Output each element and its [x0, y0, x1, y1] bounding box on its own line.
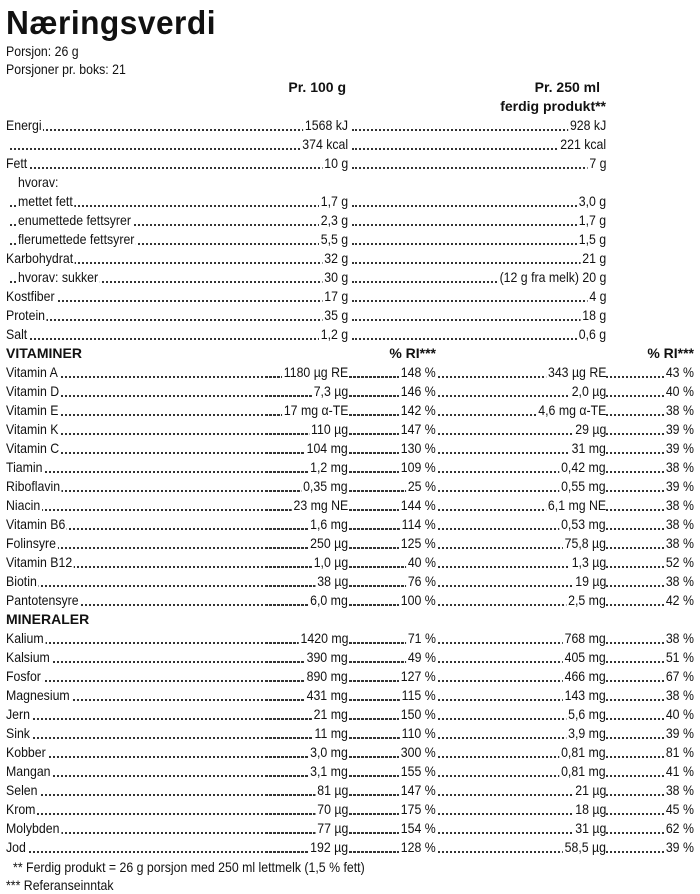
value-per-100g: 1,2 g [320, 326, 348, 342]
value-per-250ml: 29 µg [574, 421, 606, 437]
ri-per-100g: 76 % [407, 573, 436, 589]
value-per-250ml: 21 µg [574, 782, 606, 798]
nutrient-row [6, 287, 694, 306]
nutrient-name: Vitamin E [6, 402, 59, 418]
ri-per-250ml: 42 % [665, 592, 694, 608]
nutrient-name: Folinsyre [6, 535, 56, 551]
value-per-100g: 192 µg [310, 839, 348, 855]
ri-per-250ml: 38 % [665, 687, 694, 703]
nutrient-name: Energi [6, 117, 42, 133]
nutrient-row [6, 192, 694, 211]
nutrient-name: Pantotensyre [6, 592, 79, 608]
nutrient-name: hvorav: sukker [18, 269, 99, 285]
ri-per-100g: 146 % [401, 383, 436, 399]
ri-header-250: % RI*** [647, 345, 694, 361]
ri-per-100g: 130 % [401, 440, 436, 456]
value-per-100g: 1,0 µg [313, 554, 348, 570]
value-per-250ml: 0,81 mg [561, 744, 606, 760]
ri-per-250ml: 62 % [665, 820, 694, 836]
value-per-100g: 32 g [324, 250, 348, 266]
value-per-250ml: 18 µg [574, 801, 606, 817]
vitamin-row [6, 572, 694, 591]
value-per-250ml: 2,0 µg [571, 383, 606, 399]
ri-per-250ml: 38 % [665, 630, 694, 646]
dot-leader [10, 148, 348, 150]
nutrient-section [6, 154, 694, 344]
mineral-row [6, 648, 694, 667]
value-per-250ml: 3,0 g [578, 193, 606, 209]
value-per-100g: 77 µg [316, 820, 348, 836]
ri-per-250ml: 39 % [665, 725, 694, 741]
value-per-250ml: 2,5 mg [568, 592, 606, 608]
value-per-250ml: 0,6 g [578, 326, 606, 342]
ri-per-250ml: 43 % [665, 364, 694, 380]
ri-per-100g: 144 % [401, 497, 436, 513]
dot-leader [352, 129, 604, 131]
dot-leader [10, 129, 348, 131]
value-per-100g: 81 µg [316, 782, 348, 798]
nutrient-name: Jod [6, 839, 26, 855]
ri-per-100g: 128 % [401, 839, 436, 855]
ri-per-100g: 110 % [401, 725, 436, 741]
ri-per-100g: 115 % [401, 687, 436, 703]
value-per-250ml: 143 mg [564, 687, 606, 703]
mineral-row [6, 838, 694, 857]
nutrient-row [6, 306, 694, 325]
ri-per-100g: 300 % [401, 744, 436, 760]
ri-per-100g: 109 % [401, 459, 436, 475]
vitamin-row [6, 401, 694, 420]
ri-per-250ml: 38 % [665, 535, 694, 551]
mineral-row [6, 686, 694, 705]
vitamin-row [6, 382, 694, 401]
dot-leader [352, 262, 604, 264]
nutrient-name: Vitamin C [6, 440, 60, 456]
nutrient-name: Selen [6, 782, 38, 798]
value-per-250ml: 466 mg [564, 668, 606, 684]
nutrient-name: Protein [6, 307, 46, 323]
value-per-250ml: 3,9 mg [568, 725, 606, 741]
nutrient-name: Vitamin D [6, 383, 60, 399]
value-per-250ml: 405 mg [564, 649, 606, 665]
ri-per-250ml: 81 % [665, 744, 694, 760]
value-per-250ml: 343 µg RE [547, 364, 606, 380]
vitamin-row [6, 477, 694, 496]
ri-per-100g: 147 % [401, 782, 436, 798]
value-per-100g: 1,6 mg [310, 516, 348, 532]
dot-leader [10, 167, 348, 169]
ri-per-250ml: 38 % [665, 459, 694, 475]
mineral-row [6, 724, 694, 743]
value-per-250ml: 6,1 mg NE [547, 497, 606, 513]
nutrient-row [6, 230, 694, 249]
value-per-100g: 70 µg [316, 801, 348, 817]
nutrient-name: Jern [6, 706, 30, 722]
ri-per-100g: 71 % [407, 630, 436, 646]
value-per-100g: 17 g [324, 288, 348, 304]
dot-leader [10, 300, 348, 302]
mineral-row [6, 800, 694, 819]
value-per-250ml: 19 µg [574, 573, 606, 589]
value-per-250ml: 31 µg [574, 820, 606, 836]
ri-per-250ml: 38 % [665, 573, 694, 589]
ri-per-100g: 114 % [401, 516, 436, 532]
value-per-100g: 250 µg [310, 535, 348, 551]
value-per-100g: 390 mg [306, 649, 348, 665]
header-per250-line2: ferdig produkt** [500, 98, 606, 114]
value-per-250ml: (12 g fra melk) 20 g [499, 269, 606, 285]
energy-section [6, 116, 694, 154]
mineral-row [6, 705, 694, 724]
servings-per-box: Porsjoner pr. boks: 21 [6, 61, 126, 77]
column-header-row-2 [6, 78, 694, 97]
value-per-100g: 2,3 g [320, 212, 348, 228]
dot-leader [10, 338, 348, 340]
nutrient-name: Vitamin B6 [6, 516, 66, 532]
value-per-100g: 10 g [324, 155, 348, 171]
nutrient-name: Kalium [6, 630, 44, 646]
nutrient-name: Fett [6, 155, 28, 171]
serving-size: Porsjon: 26 g [6, 43, 79, 59]
value-per-100g: 30 g [324, 269, 348, 285]
value-per-100g: 3,0 mg [310, 744, 348, 760]
ri-per-250ml: 39 % [665, 421, 694, 437]
nutrient-name: Sink [6, 725, 30, 741]
energy-row [6, 116, 694, 135]
value-per-100g: 38 µg [316, 573, 348, 589]
value-per-250ml: 0,42 mg [561, 459, 606, 475]
ri-per-250ml: 39 % [665, 839, 694, 855]
dot-leader [352, 224, 604, 226]
nutrient-name: Niacin [6, 497, 41, 513]
value-per-250ml: 1,7 g [578, 212, 606, 228]
vitamin-row [6, 534, 694, 553]
value-per-100g: 17 mg α-TE [283, 402, 348, 418]
value-per-100g: 6,0 mg [310, 592, 348, 608]
minerals-header-row [6, 610, 694, 629]
value-per-250ml: 0,55 mg [561, 478, 606, 494]
minerals-heading: MINERALER [6, 611, 90, 627]
vitamins-section [6, 363, 694, 610]
value-per-250ml: 928 kJ [569, 117, 606, 133]
ri-per-250ml: 40 % [665, 383, 694, 399]
ri-per-100g: 147 % [401, 421, 436, 437]
value-per-100g: 431 mg [306, 687, 348, 703]
vitamin-row [6, 553, 694, 572]
value-per-100g: 890 mg [306, 668, 348, 684]
vitamin-row [6, 458, 694, 477]
dot-leader [10, 319, 348, 321]
nutrient-row [6, 154, 694, 173]
vitamin-row [6, 439, 694, 458]
dot-leader [352, 167, 604, 169]
ri-per-250ml: 52 % [665, 554, 694, 570]
nutrient-name: Molybden [6, 820, 60, 836]
ri-per-250ml: 41 % [665, 763, 694, 779]
ri-per-250ml: 45 % [665, 801, 694, 817]
page-title: Næringsverdi [6, 4, 216, 41]
value-per-100g: 1180 µg RE [283, 364, 348, 380]
value-per-250ml: 4,6 mg α-TE [537, 402, 606, 418]
value-per-250ml: 221 kcal [560, 136, 606, 152]
nutrient-name: Vitamin A [6, 364, 58, 380]
ri-per-100g: 100 % [401, 592, 436, 608]
nutrient-row [6, 249, 694, 268]
dot-leader [352, 205, 604, 207]
nutrient-name: Salt [6, 326, 28, 342]
ri-per-250ml: 38 % [665, 497, 694, 513]
nutrient-name: Riboflavin [6, 478, 61, 494]
ri-per-100g: 127 % [401, 668, 436, 684]
column-header-row-3 [6, 97, 694, 116]
vitamin-row [6, 420, 694, 439]
dot-leader [352, 300, 604, 302]
nutrient-name: Krom [6, 801, 36, 817]
vitamin-row [6, 591, 694, 610]
nutrient-row [6, 173, 694, 192]
vitamin-row [6, 363, 694, 382]
value-per-100g: 23 mg NE [293, 497, 348, 513]
energy-row [6, 135, 694, 154]
vitamins-header-row [6, 344, 694, 363]
ri-per-250ml: 38 % [665, 782, 694, 798]
mineral-row [6, 762, 694, 781]
minerals-section [6, 629, 694, 857]
value-per-100g: 0,35 mg [303, 478, 348, 494]
dot-leader [352, 319, 604, 321]
value-per-100g: 1,2 mg [310, 459, 348, 475]
ri-per-250ml: 51 % [665, 649, 694, 665]
nutrient-name: enumettede fettsyrer [18, 212, 131, 228]
value-per-100g: 3,1 mg [310, 763, 348, 779]
nutrient-name: Kalsium [6, 649, 50, 665]
footnote-reference-intake: *** Referanseinntak [6, 877, 114, 893]
value-per-100g: 1420 mg [300, 630, 348, 646]
nutrient-name: Kostfiber [6, 288, 55, 304]
value-per-100g: 1,7 g [320, 193, 348, 209]
vitamins-heading: VITAMINER [6, 345, 82, 361]
value-per-100g: 7,3 µg [313, 383, 348, 399]
vitamin-row [6, 515, 694, 534]
ri-header-100: % RI*** [389, 345, 436, 361]
ri-per-250ml: 67 % [665, 668, 694, 684]
ri-per-100g: 175 % [401, 801, 436, 817]
nutrient-name: flerumettede fettsyrer [18, 231, 135, 247]
value-per-250ml: 1,5 g [578, 231, 606, 247]
nutrient-name: mettet fett [18, 193, 73, 209]
ri-per-100g: 155 % [401, 763, 436, 779]
ri-per-100g: 49 % [407, 649, 436, 665]
nutrient-name: Karbohydrat [6, 250, 74, 266]
nutrient-row [6, 325, 694, 344]
mineral-row [6, 743, 694, 762]
ri-per-250ml: 39 % [665, 440, 694, 456]
ri-per-250ml: 40 % [665, 706, 694, 722]
ri-per-250ml: 38 % [665, 402, 694, 418]
ri-per-250ml: 38 % [665, 516, 694, 532]
ri-per-100g: 150 % [401, 706, 436, 722]
nutrient-name: Fosfor [6, 668, 41, 684]
mineral-row [6, 819, 694, 838]
value-per-250ml: 5,6 mg [568, 706, 606, 722]
nutrition-label [6, 0, 694, 894]
ri-per-250ml: 39 % [665, 478, 694, 494]
dot-leader [352, 338, 604, 340]
value-per-100g: 1568 kJ [304, 117, 348, 133]
ri-per-100g: 40 % [407, 554, 436, 570]
value-per-250ml: 18 g [582, 307, 606, 323]
ri-per-100g: 25 % [407, 478, 436, 494]
value-per-250ml: 0,53 mg [561, 516, 606, 532]
nutrient-name: Vitamin B12 [6, 554, 73, 570]
value-per-100g: 35 g [324, 307, 348, 323]
value-per-250ml: 21 g [582, 250, 606, 266]
ri-per-100g: 148 % [401, 364, 436, 380]
dot-leader [352, 243, 604, 245]
nutrient-name: hvorav: [18, 174, 59, 190]
value-per-100g: 5,5 g [320, 231, 348, 247]
nutrient-name: Vitamin K [6, 421, 59, 437]
value-per-250ml: 0,81 mg [561, 763, 606, 779]
value-per-250ml: 4 g [588, 288, 606, 304]
nutrient-name: Tiamin [6, 459, 43, 475]
value-per-100g: 374 kcal [302, 136, 348, 152]
value-per-100g: 110 µg [310, 421, 348, 437]
nutrient-name: Mangan [6, 763, 51, 779]
value-per-250ml: 75,8 µg [564, 535, 606, 551]
ri-per-100g: 142 % [401, 402, 436, 418]
mineral-row [6, 629, 694, 648]
value-per-250ml: 1,3 µg [571, 554, 606, 570]
vitamin-row [6, 496, 694, 515]
header-per250-line1: Pr. 250 ml [534, 79, 600, 95]
nutrient-row [6, 268, 694, 287]
value-per-100g: 21 mg [313, 706, 348, 722]
nutrient-name: Biotin [6, 573, 37, 589]
value-per-100g: 104 mg [306, 440, 348, 456]
value-per-250ml: 768 mg [564, 630, 606, 646]
ri-per-100g: 154 % [401, 820, 436, 836]
nutrient-row [6, 211, 694, 230]
mineral-row [6, 667, 694, 686]
ri-per-100g: 125 % [401, 535, 436, 551]
header-per100: Pr. 100 g [288, 79, 346, 95]
mineral-row [6, 781, 694, 800]
value-per-250ml: 7 g [588, 155, 606, 171]
value-per-100g: 11 mg [314, 725, 348, 741]
value-per-250ml: 31 mg [571, 440, 606, 456]
nutrient-name: Kobber [6, 744, 46, 760]
nutrient-name: Magnesium [6, 687, 70, 703]
value-per-250ml: 58,5 µg [564, 839, 606, 855]
footnote-ready-product: ** Ferdig produkt = 26 g porsjon med 250 ml lettmelk (1,5 % fett) [13, 859, 365, 875]
